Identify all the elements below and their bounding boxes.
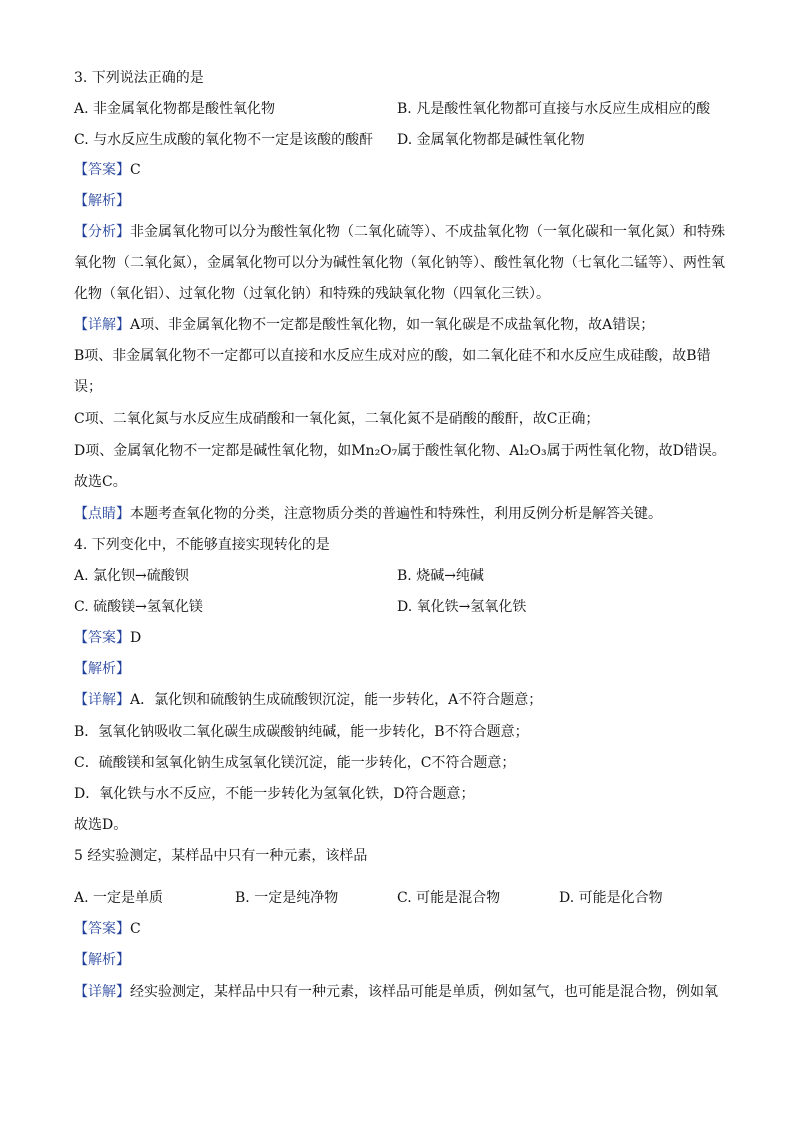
- fenxi-text: 非金属氧化物可以分为酸性氧化物（二氧化硫等）、不成盐氧化物（一氧化碳和一氧化氮）和特殊: [130, 224, 725, 240]
- q3-fenxi-line-2: 氧化物（二氧化氮），金属氧化物可以分为碱性氧化物（氧化钠等）、酸性氧化物（七氧化二锰等）、两性氧: [74, 255, 725, 271]
- answer-tag: 【答案】: [74, 630, 130, 646]
- q4-stem: 4. 下列变化中，不能够直接实现转化的是: [74, 537, 330, 553]
- q3-answer: [74, 160, 734, 180]
- q4-xiangjie-line-1: [74, 690, 734, 710]
- xiangjie-text: A项、非金属氧化物不一定都是酸性氧化物，如一氧化碳是不成盐氧化物，故A错误；: [130, 317, 655, 333]
- analysis-tag: 【解析】: [74, 952, 130, 968]
- dianjing-tag: 【点睛】: [74, 506, 130, 522]
- xiangjie-text: A．氯化钡和硫酸钠生成硫酸钡沉淀，能一步转化，A不符合题意；: [130, 692, 543, 708]
- answer-tag: 【答案】: [74, 921, 130, 937]
- q4-xiangjie-line-5: 故选D。: [74, 817, 128, 833]
- answer-value: C: [130, 162, 141, 178]
- q5-option-a: A. 一定是单质: [74, 890, 164, 906]
- q3-xiangjie-line-3: 误；: [74, 379, 102, 395]
- q5-stem: 5 经实验测定，某样品中只有一种元素，该样品: [74, 848, 368, 864]
- q5-option-d: D. 可能是化合物: [559, 890, 663, 906]
- q3-xiangjie-line-4: C项、二氧化氮与水反应生成硝酸和一氧化氮，二氧化氮不是硝酸的酸酐，故C正确；: [74, 411, 600, 427]
- dianjing-text: 本题考查氧化物的分类，注意物质分类的普遍性和特殊性，利用反例分析是解答关键。: [130, 506, 662, 522]
- xiangjie-text: 经实验测定，某样品中只有一种元素，该样品可能是单质，例如氢气，也可能是混合物，例如氧: [130, 984, 718, 1000]
- q4-analysis-tag: [74, 659, 734, 679]
- q3-option-d: D. 金属氧化物都是碱性氧化物: [397, 132, 585, 148]
- q3-xiangjie-line-5: D项、金属氧化物不一定都是碱性氧化物，如Mn₂O₇属于酸性氧化物、Al₂O₃属于两性氧化物，故D错误。: [74, 443, 726, 459]
- answer-tag: 【答案】: [74, 162, 130, 178]
- analysis-tag: 【解析】: [74, 193, 130, 209]
- q4-answer: [74, 628, 734, 648]
- xiangjie-tag: 【详解】: [74, 984, 130, 1000]
- answer-value: C: [130, 921, 141, 937]
- q3-xiangjie-line-1: [74, 315, 734, 335]
- q5-option-b: B. 一定是纯净物: [235, 890, 339, 906]
- q3-option-b: B. 凡是酸性氧化物都可直接与水反应生成相应的酸: [397, 101, 711, 117]
- q4-option-d: D. 氧化铁→氢氧化铁: [397, 599, 527, 615]
- q4-option-c: C. 硫酸镁→氢氧化镁: [74, 599, 203, 615]
- q5-answer: [74, 919, 734, 939]
- q3-xiangjie-line-6: 故选C。: [74, 474, 127, 490]
- q5-xiangjie-line-1: [74, 982, 734, 1002]
- q3-dianjing: [74, 504, 734, 524]
- q4-xiangjie-line-3: C．硫酸镁和氢氧化钠生成氢氧化镁沉淀，能一步转化，C不符合题意；: [74, 755, 516, 771]
- fenxi-tag: 【分析】: [74, 224, 130, 240]
- q5-analysis-tag: [74, 950, 734, 970]
- q3-option-c: C. 与水反应生成酸的氧化物不一定是该酸的酸酐: [74, 132, 374, 148]
- q5-option-c: C. 可能是混合物: [397, 890, 501, 906]
- analysis-tag: 【解析】: [74, 661, 130, 677]
- q3-fenxi-line-1: [74, 222, 734, 242]
- q4-xiangjie-line-2: B．氢氧化钠吸收二氧化碳生成碳酸钠纯碱，能一步转化，B不符合题意；: [74, 724, 529, 740]
- q3-xiangjie-line-2: B项、非金属氧化物不一定都可以直接和水反应生成对应的酸，如二氧化硅不和水反应生成硅酸，故B错: [74, 348, 711, 364]
- q3-stem: 3. 下列说法正确的是: [74, 70, 204, 86]
- q4-xiangjie-line-4: D．氧化铁与水不反应，不能一步转化为氢氧化铁，D符合题意；: [74, 786, 475, 802]
- q3-option-a: A. 非金属氧化物都是酸性氧化物: [74, 101, 276, 117]
- xiangjie-tag: 【详解】: [74, 692, 130, 708]
- q3-analysis-tag: [74, 191, 734, 211]
- q4-option-a: A. 氯化钡→硫酸钡: [74, 568, 189, 584]
- answer-value: D: [130, 630, 142, 646]
- xiangjie-tag: 【详解】: [74, 317, 130, 333]
- q4-option-b: B. 烧碱→纯碱: [397, 568, 484, 584]
- q3-fenxi-line-3: 化物（氧化铝）、过氧化物（过氧化钠）和特殊的残缺氧化物（四氧化三铁）。: [74, 286, 550, 302]
